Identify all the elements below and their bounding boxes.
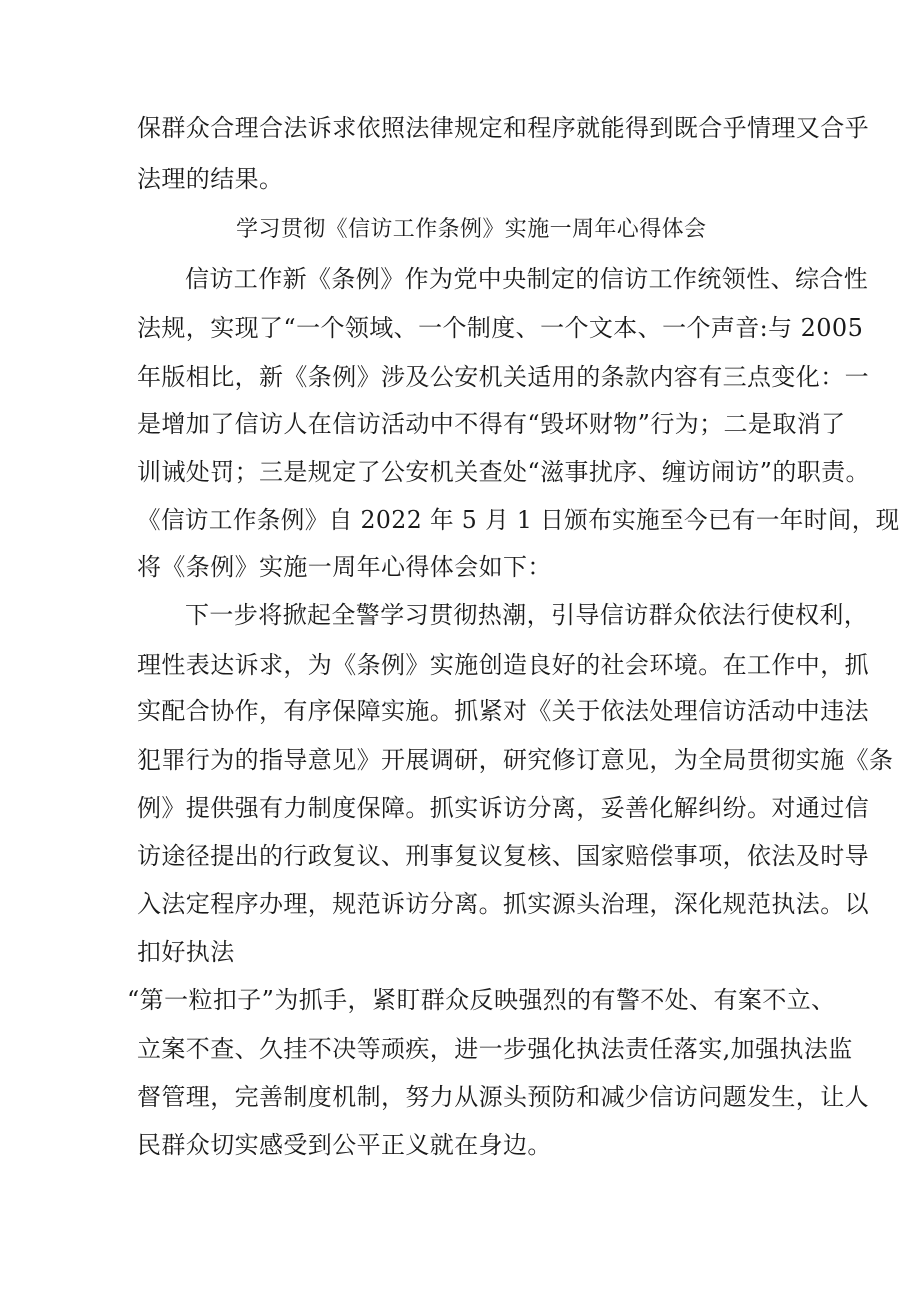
text-line: 法理的结果。 (137, 165, 284, 193)
text-line: 训诫处罚；三是规定了公安机关查处“滋事扰序、缠访闹访”的职责。 (137, 458, 870, 486)
text-line: 将《条例》实施一周年心得体会如下： (137, 553, 552, 581)
text-line: 保群众合理合法诉求依照法律规定和程序就能得到既合乎情理又合乎 (137, 114, 869, 142)
text-line: 理性表达诉求，为《条例》实施创造良好的社会环境。在工作中，抓 (137, 651, 869, 679)
text-line: 立案不查、久挂不决等顽疾，进一步强化执法责任落实,加强执法监 (137, 1035, 853, 1063)
text-line: 督管理，完善制度机制，努力从源头预防和减少信访问题发生，让人 (137, 1083, 869, 1111)
text-line: 实配合协作，有序保障实施。抓紧对《关于依法处理信访活动中违法 (137, 697, 869, 725)
text-line: 法规，实现了“一个领域、一个制度、一个文本、一个声音:与 2005 (137, 314, 864, 342)
text-line: 访途径提出的行政复议、刑事复议复核、国家赔偿事项，依法及时导 (137, 842, 869, 870)
text-line: 是增加了信访人在信访活动中不得有“毁坏财物”行为；二是取消了 (137, 410, 846, 438)
text-line: “第一粒扣子”为抓手，紧盯群众反映强烈的有警不处、有案不立、 (127, 986, 836, 1014)
text-line: 年版相比，新《条例》涉及公安机关适用的条款内容有三点变化：一 (137, 363, 869, 391)
text-line: 犯罪行为的指导意见》开展调研，研究修订意见，为全局贯彻实施《条 (137, 746, 894, 774)
text-line: 民群众切实感受到公平正义就在身边。 (137, 1131, 552, 1159)
text-line: 入法定程序办理，规范诉访分离。抓实源头治理，深化规范执法。以 (137, 890, 869, 918)
text-line: 扣好执法 (137, 938, 235, 966)
text-line: 例》提供强有力制度保障。抓实诉访分离，妥善化解纠纷。对通过信 (137, 794, 869, 822)
text-line: 《信访工作条例》自 2022 年 5 月 1 日颁布实施至今已有一年时间，现 (137, 506, 900, 534)
text-line: 下一步将掀起全警学习贯彻热潮，引导信访群众依法行使权利， (185, 601, 869, 629)
text-line: 信访工作新《条例》作为党中央制定的信访工作统领性、综合性 (185, 265, 869, 293)
document-title: 学习贯彻《信访工作条例》实施一周年心得体会 (236, 217, 707, 242)
